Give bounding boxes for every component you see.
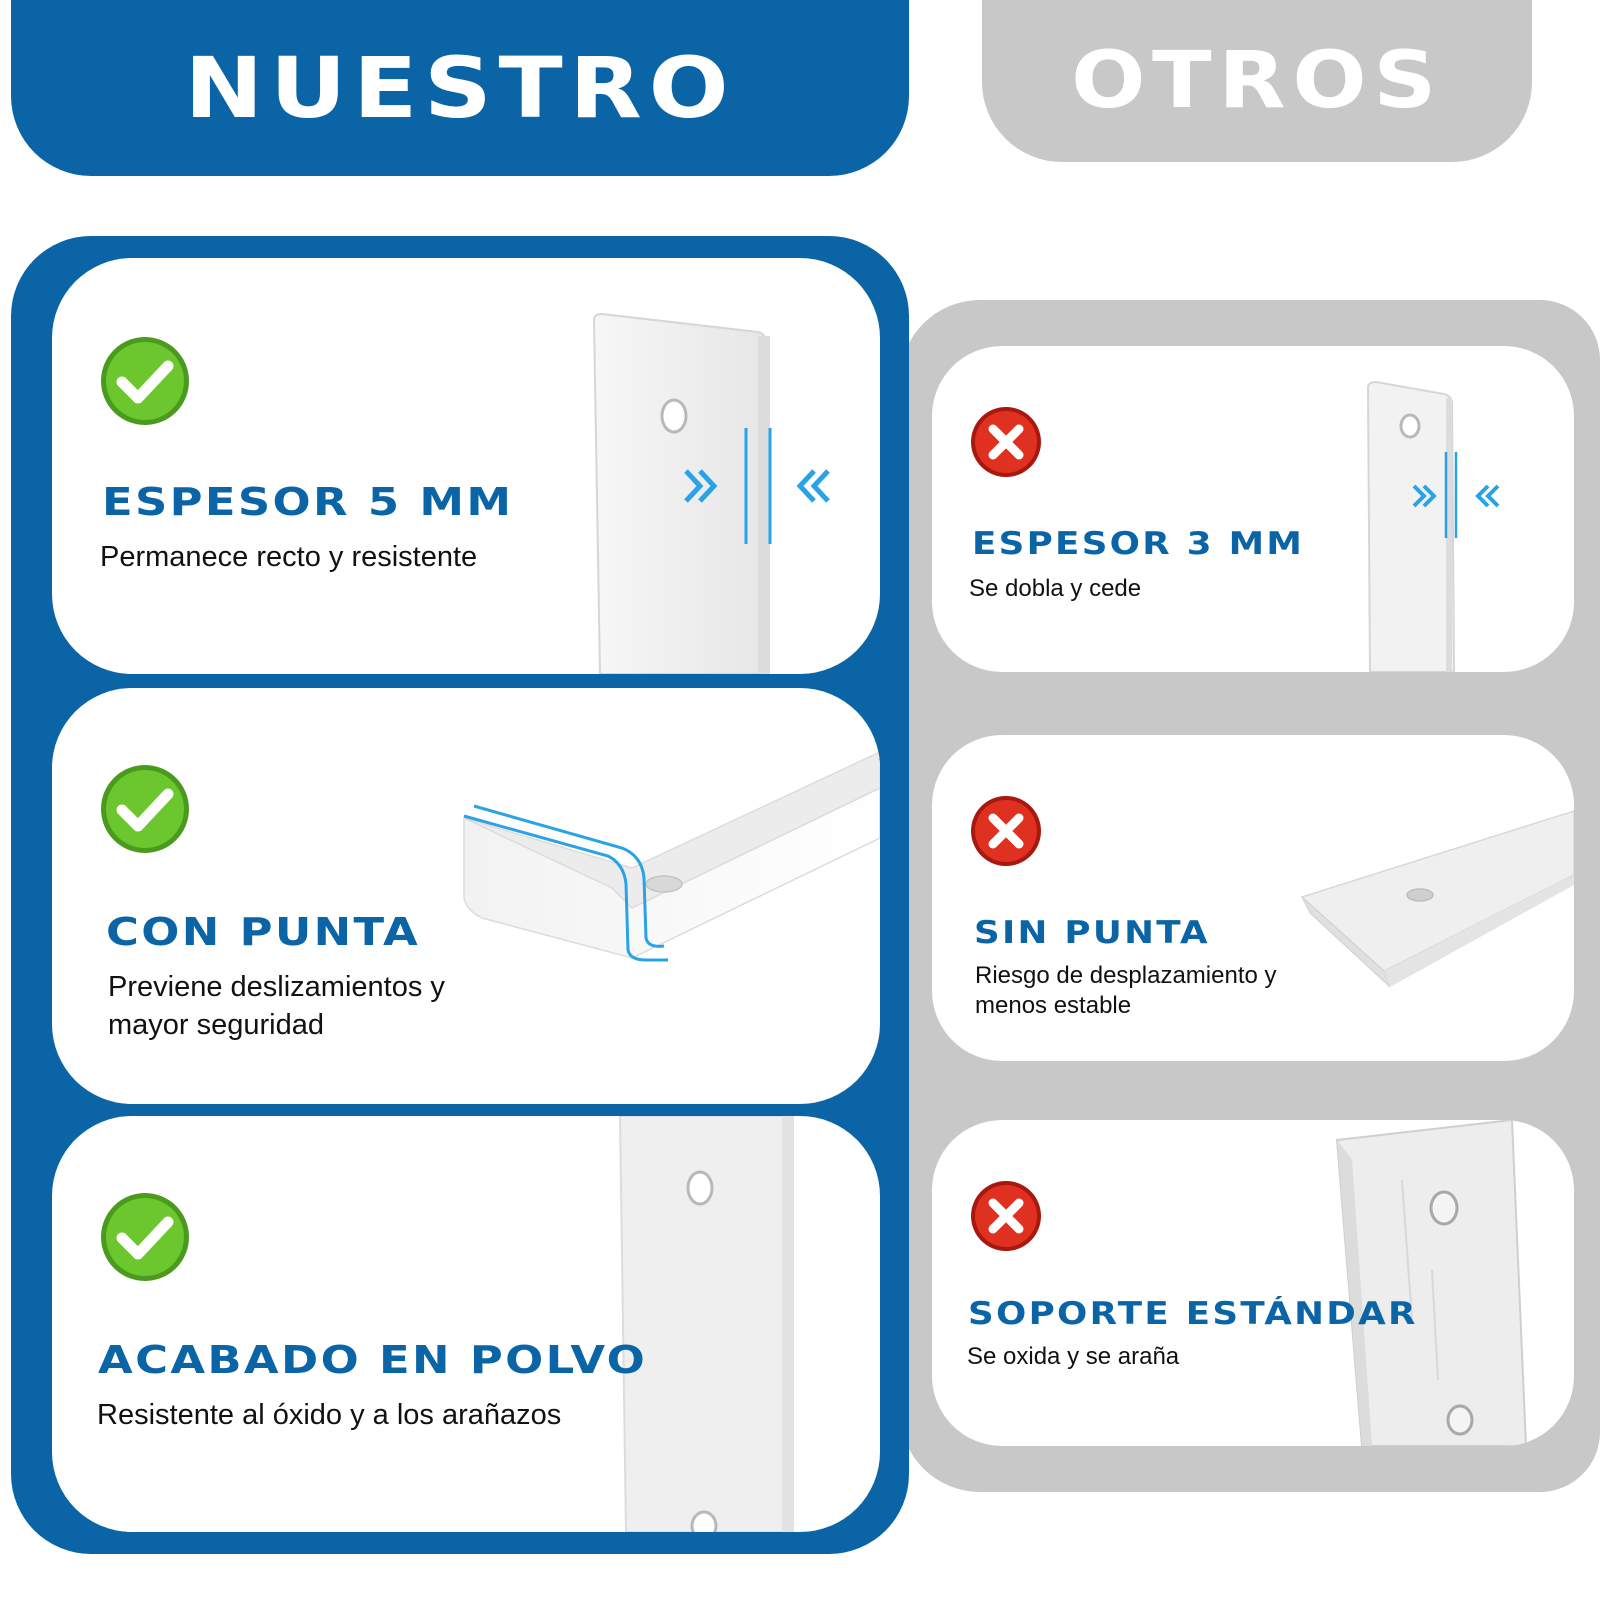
others-title-standard: SOPORTE ESTÁNDAR: [968, 1296, 1418, 1332]
cross-icon: [970, 1180, 1042, 1252]
ours-title-finish: ACABADO EN POLVO: [98, 1338, 648, 1382]
others-title-tip: SIN PUNTA: [974, 915, 1210, 951]
ours-desc-finish: Resistente al óxido y a los arañazos: [97, 1399, 562, 1431]
ours-card-tip: [52, 688, 880, 1104]
ours-desc-tip-line2: mayor seguridad: [108, 1009, 324, 1041]
others-desc-tip-line2: menos estable: [975, 992, 1132, 1019]
others-desc-standard: Se oxida y se araña: [967, 1343, 1180, 1370]
header-others: [982, 0, 1532, 162]
ours-desc-thickness: Permanece recto y resistente: [100, 541, 478, 573]
cross-icon: [970, 406, 1042, 478]
ours-desc-tip-line1: Previene deslizamientos y: [108, 971, 445, 1003]
bracket-thick-illustration: [52, 258, 880, 674]
others-card-thickness: [932, 346, 1574, 672]
cross-icon: [970, 795, 1042, 867]
bracket-finish-illustration: [52, 1116, 880, 1532]
header-others-label: OTROS: [1071, 36, 1443, 126]
ours-title-tip: CON PUNTA: [106, 910, 421, 954]
others-desc-thickness: Se dobla y cede: [969, 575, 1142, 602]
check-icon: [100, 1192, 190, 1282]
ours-title-thickness: ESPESOR 5 MM: [102, 480, 514, 524]
ours-card-finish: [52, 1116, 880, 1532]
others-desc-tip-line1: Riesgo de desplazamiento y: [975, 962, 1277, 989]
header-ours: [11, 0, 909, 176]
thin-bracket-illustration: [932, 346, 1574, 672]
ours-card-thickness: [52, 258, 880, 674]
header-ours-label: NUESTRO: [184, 39, 736, 137]
others-card-tip: [932, 735, 1574, 1061]
standard-bracket-illustration: [932, 1120, 1574, 1446]
others-card-standard: [932, 1120, 1574, 1446]
check-icon: [100, 336, 190, 426]
others-title-thickness: ESPESOR 3 MM: [972, 526, 1305, 562]
check-icon: [100, 764, 190, 854]
